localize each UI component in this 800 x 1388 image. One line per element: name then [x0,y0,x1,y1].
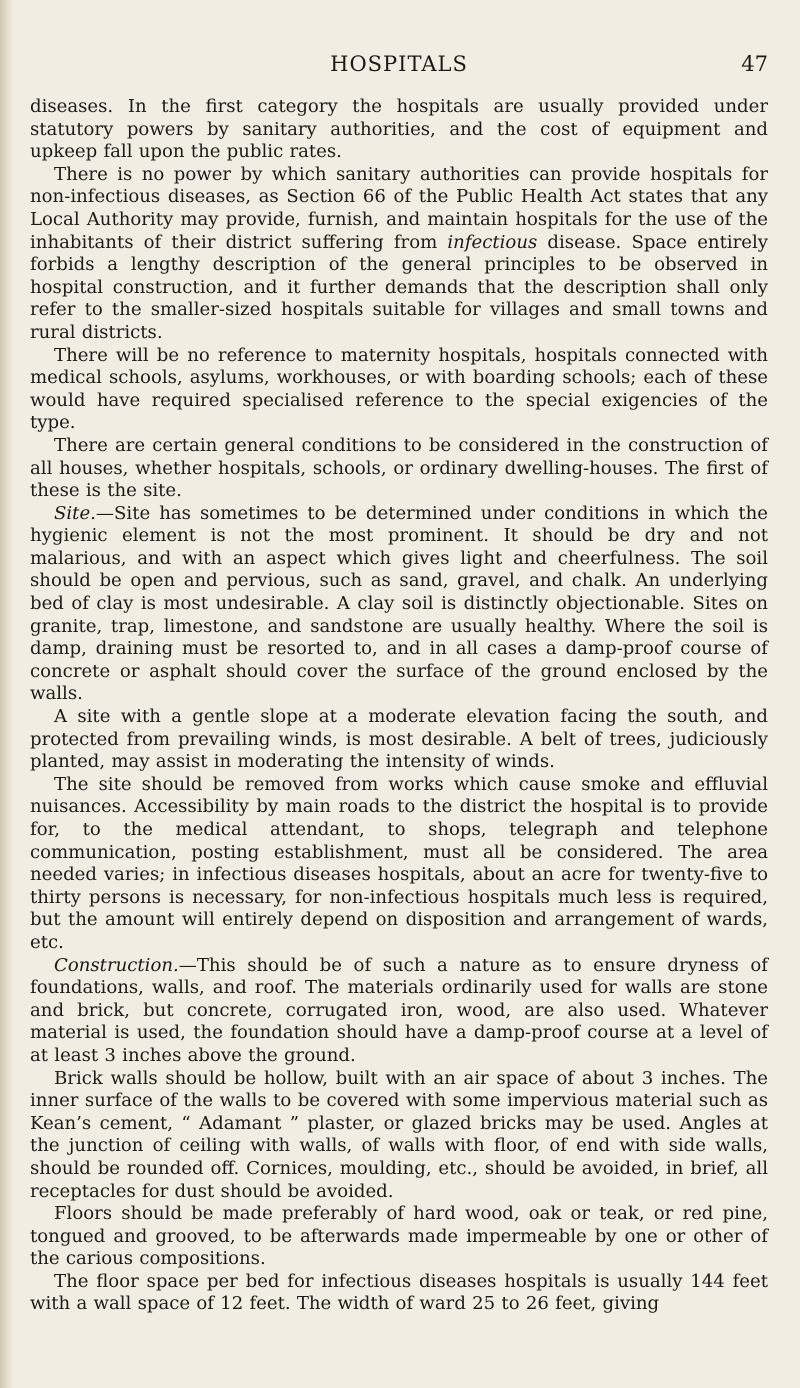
text-run: —Site has sometimes to be determined under conditions in which the hygienic element is not the most prominent. It should be dry and not malarious, and with an aspect which gives light and cheerfulness. The soil should be open and pervious, such as sand, gravel, and chalk. An underlying bed of clay is most undesirable. A clay soil is distinctly objectionable. Sites on granite, trap, limestone, and sandstone are usually healthy. Where the soil is damp, draining must be resorted to, and in all cases a damp-proof course of concrete or asphalt should cover the surface of the ground enclosed by the walls. [30,502,768,705]
text-run: The floor space per bed for infectious diseases hospitals is usually 144 feet with a wall space of 12 feet. The width of ward 25 to 26 feet, giving [30,1270,768,1315]
text-run: Floors should be made preferably of hard wood, oak or teak, or red pine, tongued and grooved, to be afterwards made impermeable by one or other of the carious compositions. [30,1203,768,1270]
text-run: There are certain general conditions to be considered in the construction of all houses, whether hospitals, schools, or ordinary dwelling-houses. The first of these is the site. [30,434,768,502]
text-run: There will be no reference to maternity hospitals, hospitals connected with medical schools, asylums, workhouses, or with boarding schools; each of these would have required specialised reference to the special exigencies of the type. [30,344,768,434]
page-header [30,52,768,82]
text-run: —This should be of such a nature as to ensure dryness of foundations, walls, and roof. The materials ordinarily used for walls are stone and brick, but concrete, corrugated iron, wood, are also used. Whatever material is used, the foundation should have a damp-proof course at a level of at least 3 inches above the ground. [30,954,768,1066]
italic-run: Construction. [54,954,179,976]
paragraph-construction [30,955,768,1068]
text-run: Brick walls should be hollow, built with an air space of about 3 inches. The inner surface of the walls to be covered with some impervious material such as Kean’s cement, “ Adamant ” plaster, or glazed bricks may be used. Angles at the junction of ceiling with walls, of walls with floor, of end with side walls, should be rounded off. Cornices, moulding, etc., should be avoided, in brief, all receptacles for dust should be avoided. [30,1067,768,1202]
paragraph-site [30,503,768,706]
text-run: A site with a gentle slope at a moderate elevation facing the south, and protected from prevailing winds, is most desirable. A belt of trees, judiciously planted, may assist in moderating the intensity of winds. [30,706,768,773]
paragraph [30,345,768,435]
body-text [30,96,768,1316]
paragraph [30,1271,768,1316]
paragraph [30,1068,768,1204]
text-run: There is no power by which sanitary authorities can provide hospitals for non-infectious diseases, as Section 66 of the Public Health Act states that any Local Authority may provide, furnish, and maintain hospitals for the use of the inhabitants of their district suffering from [30,163,768,253]
paragraph [30,164,768,345]
text-run: diseases. In the first category the hospitals are usually provided under statutory powers by sanitary authorities, and the cost of equipment and upkeep fall upon the public rates. [30,96,768,163]
text-run: disease. Space entirely forbids a lengthy description of the general principles to be observed in hospital construction, and it further demands that the description shall only refer to the smaller-sized hospitals suitable for villages and small towns and rural districts. [30,231,768,343]
italic-run: Site. [54,502,96,524]
page-number: 47 [741,52,768,76]
paragraph [30,1203,768,1271]
running-title: HOSPITALS [330,52,468,76]
paragraph [30,774,768,955]
book-gutter-shadow [0,0,14,1388]
paragraph [30,435,768,503]
text-run: The site should be removed from works which cause smoke and effluvial nuisances. Accessibility by main roads to the district the hospital is to provide for, to the medical attendant, to shops, telegraph and telephone communication, posting establishment, must all be considered. The area needed varies; in infectious diseases hospitals, about an acre for twenty-five to thirty persons is necessary, for non-infectious hospitals much less is required, but the amount will entirely depend on disposition and arrangement of wards, etc. [30,773,768,953]
italic-run: infectious [447,231,538,253]
book-page [30,52,768,1316]
paragraph [30,96,768,164]
paragraph [30,706,768,774]
